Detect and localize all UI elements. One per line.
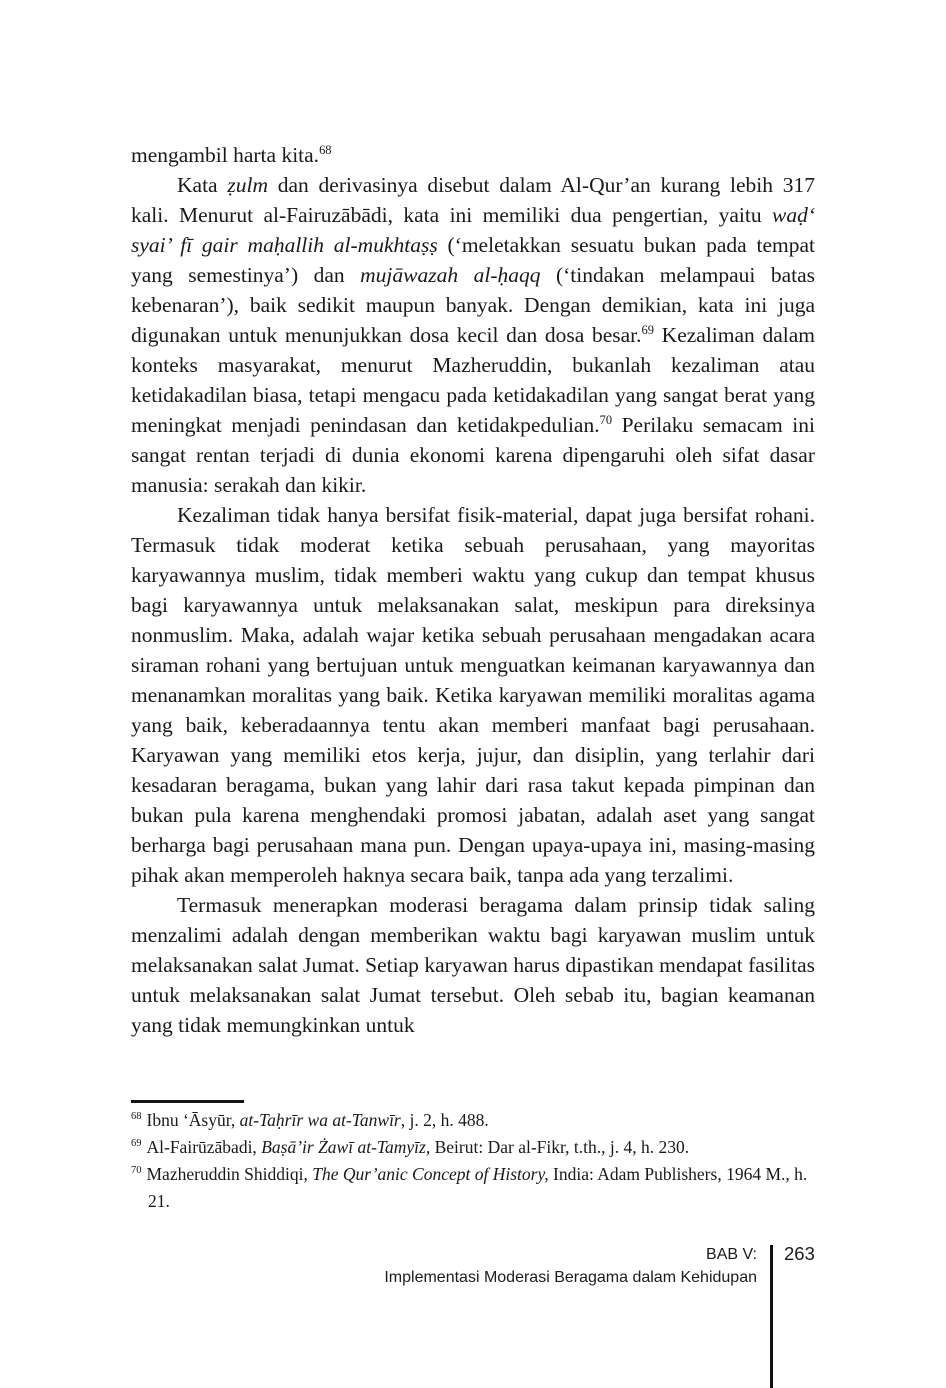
footnote-number: 68 xyxy=(131,1111,142,1123)
footnote-ref: 70 xyxy=(599,412,613,427)
footnote: $^{70}$ Mazheruddin Shiddiqi, The Qur’anic Concept of History, India: Adam Publishers, 1964 M., h. 21. xyxy=(131,1164,808,1211)
footer-divider-bar xyxy=(770,1245,773,1388)
italic-term: The Qur’anic Concept of History, xyxy=(312,1164,549,1184)
chapter-title: Implementasi Moderasi Beragama dalam Kehidupan xyxy=(384,1269,757,1286)
footnote-number: 69 xyxy=(131,1138,142,1150)
footnote: $^{69}$ Al-Fairūzābadi, Baṣā’ir Żawī at-Tamyīz, Beirut: Dar al-Fikr, t.th., j. 4, h. 230. xyxy=(131,1137,690,1157)
italic-term: mujāwazah al-ḥaqq xyxy=(360,263,541,287)
footnote-ref: 68 xyxy=(319,142,332,157)
footnotes xyxy=(131,1107,823,1215)
paragraph: Termasuk menerapkan moderasi beragama dalam prinsip tidak saling menzalimi adalah dengan memberikan waktu bagi karyawan muslim untuk melaksanakan salat Jumat. Setiap karyawan harus dipastikan mendapat fasilitas untuk melaksanakan salat Jumat tersebut. Oleh sebab itu, bagian keamanan yang tidak memungkinkan untuk xyxy=(131,893,815,1037)
chapter-reference xyxy=(384,1243,757,1289)
footnote-number: 70 xyxy=(131,1165,142,1177)
italic-term: ẓulm xyxy=(227,173,268,197)
footnote: $^{68}$ Ibnu ‘Āsyūr, at-Taḥrīr wa at-Tanwīr, j. 2, h. 488. xyxy=(131,1110,489,1130)
paragraph: Kezaliman tidak hanya bersifat fisik-material, dapat juga bersifat rohani. Termasuk tidak moderat ketika sebuah perusahaan, yang mayoritas karyawannya muslim, tidak memberi waktu yang cukup dan tempat khusus bagi karyawannya untuk melaksanakan salat, meskipun para direksinya nonmuslim. Maka, adalah wajar ketika sebuah perusahaan mengadakan acara siraman rohani yang bertujuan untuk menguatkan keimanan karyawannya dan menanamkan moralitas yang baik. Ketika karyawan memiliki moralitas agama yang baik, keberadaannya tentu akan memberi manfaat bagi perusahaan. Karyawan yang memiliki etos kerja, jujur, dan disiplin, yang terlahir dari kesadaran beragama, bukan yang lahir dari rasa takut kepada pimpinan dan bukan pula karena menghendaki promosi jabatan, adalah aset yang sangat berharga bagi perusahaan mana pun. Dengan upaya-upaya ini, masing-masing pihak akan memperoleh haknya secara baik, tanpa ada yang terzalimi. xyxy=(131,503,815,887)
paragraph: mengambil harta kita.$^{68}$ xyxy=(131,142,332,167)
page-number: 263 xyxy=(784,1243,815,1264)
footnote-ref: 69 xyxy=(641,322,654,337)
italic-term: Baṣā’ir Żawī at-Tamyīz, xyxy=(261,1137,431,1157)
page-body xyxy=(131,140,815,1040)
italic-term: waḍ‘ syai’ fī gair maḥallih al-mukhtaṣṣ xyxy=(131,203,815,257)
chapter-label: BAB V: xyxy=(706,1246,757,1263)
footnote-separator xyxy=(131,1100,244,1103)
italic-term: at-Taḥrīr wa at-Tanwīr xyxy=(239,1110,401,1130)
paragraph: Kata ẓulm dan derivasinya disebut dalam Al-Qur’an kurang lebih 317 kali. Menurut al-Fairuzābādi, kata ini memiliki dua pengertian, yaitu waḍ‘ syai’ fī gair maḥallih al-mukhtaṣṣ (‘meletakkan sesuatu bukan pada tempat yang semestinya’) dan mujāwazah al-ḥaqq (‘tindakan melampaui batas kebenaran’), baik sedikit maupun banyak. Dengan demikian, kata ini juga digunakan untuk menunjukkan dosa kecil dan dosa besar.$^{69}$ Kezaliman dalam konteks masyarakat, menurut Mazheruddin, bukanlah kezaliman atau ketidakadilan biasa, tetapi mengacu pada ketidakadilan yang sangat berat yang meningkat menjadi penindasan dan ketidakpedulian.$^{70}$ Perilaku semacam ini sangat rentan terjadi di dunia ekonomi karena dipengaruhi oleh sifat dasar manusia: serakah dan kikir. xyxy=(131,173,815,497)
